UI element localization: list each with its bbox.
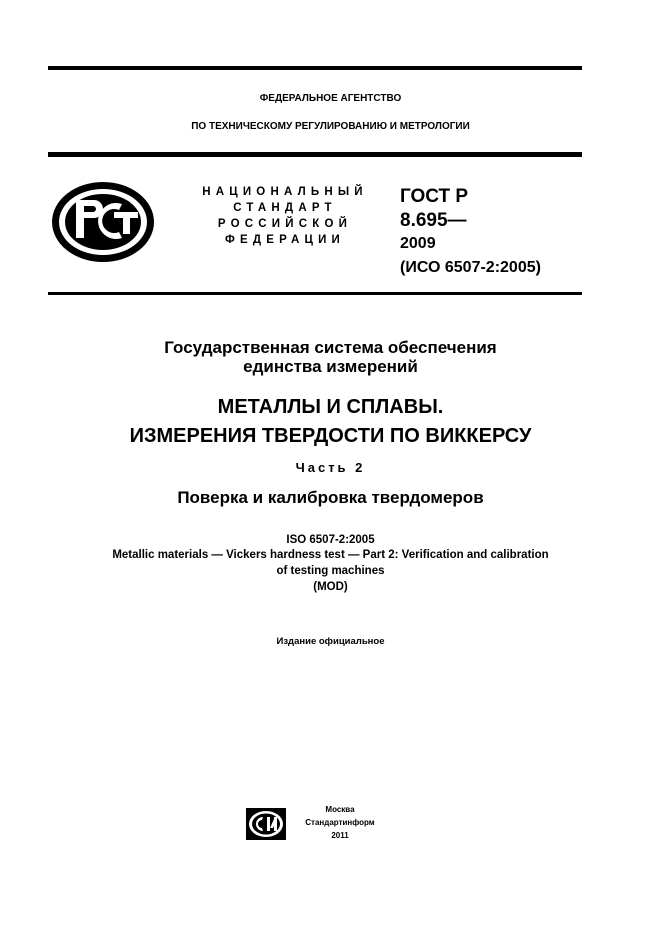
main-title-line-2: ИЗМЕРЕНИЯ ТВЕРДОСТИ ПО ВИККЕРСУ (129, 425, 532, 447)
agency-line-1: ФЕДЕРАЛЬНОЕ АГЕНТСТВО (259, 93, 402, 104)
main-title-line-1: МЕТАЛЛЫ И СПЛАВЫ. (217, 396, 444, 418)
header-bottom-rule (48, 152, 582, 157)
iso-title-line-1: Metallic materials — Vickers hardness test — Part 2: Verification and calibration (112, 549, 549, 561)
standartinform-logo-icon (246, 808, 286, 840)
iso-mod: (MOD) (313, 581, 348, 593)
system-title-line-1: Государственная система обеспечения (164, 338, 497, 357)
national-line: РОССИЙСКОЙ (217, 218, 353, 230)
gost-year: 2009 (400, 235, 436, 252)
national-line: СТАНДАРТ (233, 202, 337, 214)
gost-r-logo-icon (50, 180, 156, 264)
agency-line-2: ПО ТЕХНИЧЕСКОМУ РЕГУЛИРОВАНИЮ И МЕТРОЛОГИИ (191, 121, 470, 132)
gost-line-2: 8.695— (400, 210, 467, 231)
publisher-year: 2011 (331, 831, 349, 840)
gost-line-1: ГОСТ Р (400, 186, 469, 207)
national-line: НАЦИОНАЛЬНЫЙ (202, 186, 368, 198)
iso-reference: (ИСО 6507-2:2005) (400, 259, 541, 276)
edition-label: Издание официальное (276, 636, 385, 647)
iso-code: ISO 6507-2:2005 (286, 534, 375, 546)
subtitle: Поверка и калибровка твердомеров (177, 488, 484, 507)
national-line: ФЕДЕРАЦИИ (224, 234, 346, 246)
publisher-name: Стандартинформ (305, 818, 375, 827)
iso-title-line-2: of testing machines (276, 565, 385, 577)
system-title-line-2: единства измерений (243, 357, 418, 376)
top-rule (48, 66, 582, 70)
publisher-city: Москва (325, 805, 355, 814)
standard-block-rule (48, 292, 582, 295)
part-label: Часть 2 (295, 460, 366, 475)
national-standard-label (190, 184, 380, 248)
